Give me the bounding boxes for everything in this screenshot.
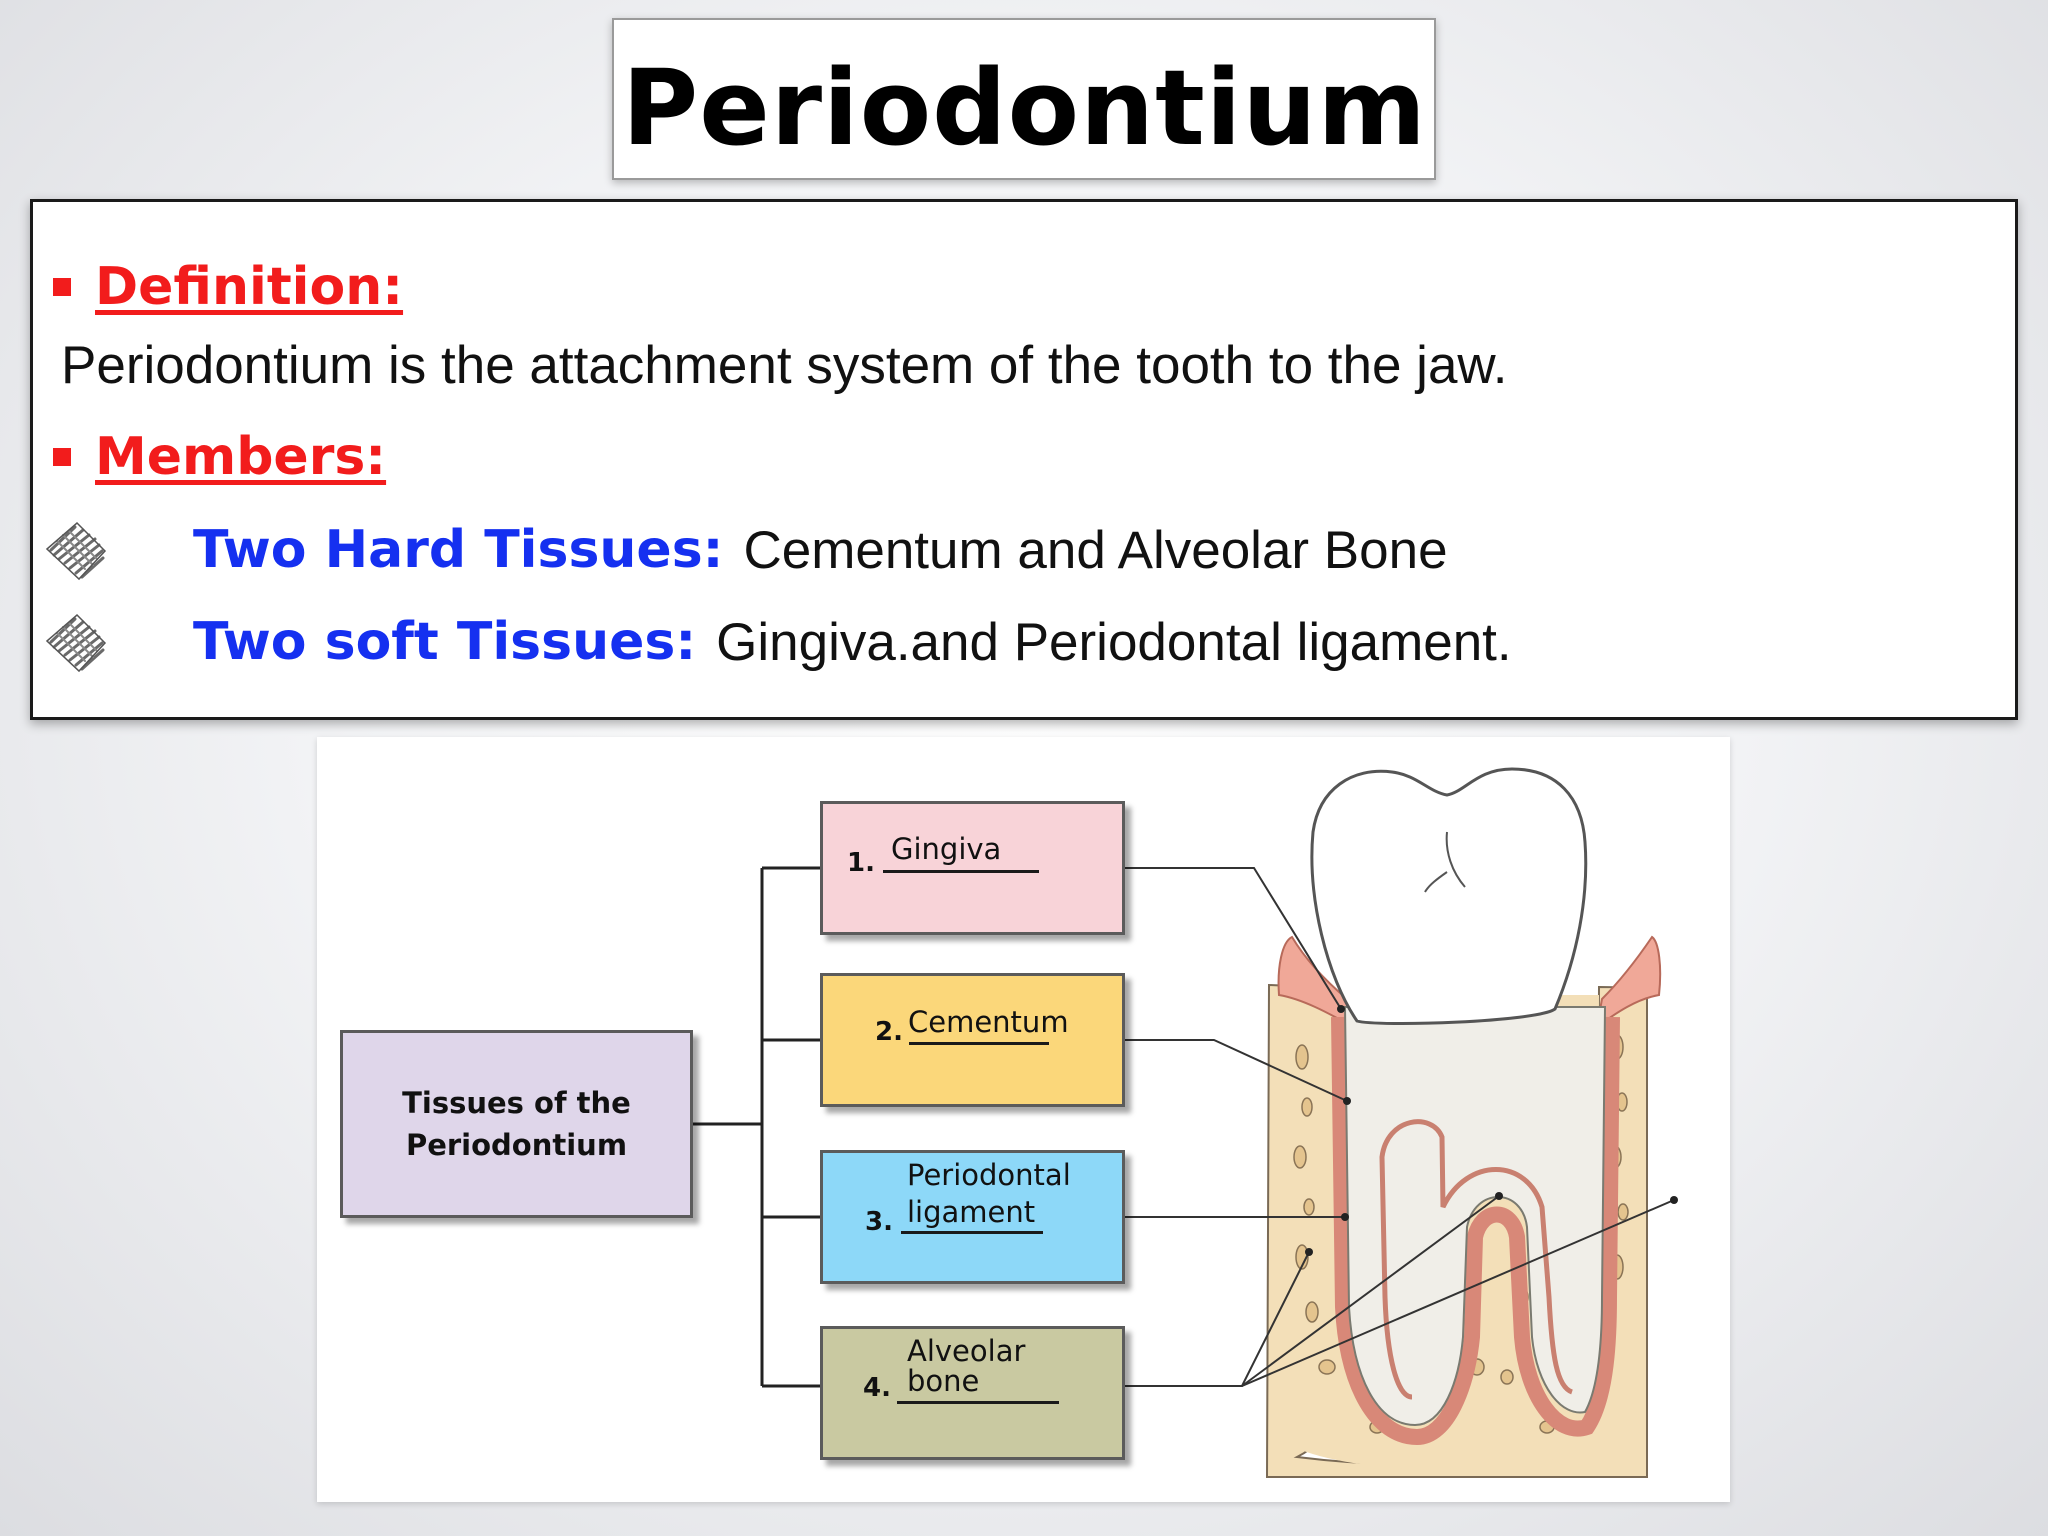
member-label: Two Hard Tissues:	[193, 520, 724, 580]
member-value: Gingiva.and Periodontal ligament.	[716, 612, 1512, 672]
answer-underline	[883, 870, 1039, 873]
scribble-diamond-bullet-icon	[39, 605, 119, 679]
item-number: 4.	[863, 1373, 891, 1403]
item-number: 2.	[875, 1017, 903, 1047]
root-box-tissues-of-periodontium	[340, 1030, 693, 1218]
item-label-line1: Alveolar	[907, 1334, 1026, 1368]
scribble-diamond-bullet-icon	[39, 513, 119, 587]
red-square-bullet-icon	[53, 448, 71, 466]
member-label: Two soft Tissues:	[193, 612, 697, 672]
member-item-soft-tissues	[39, 605, 1512, 679]
red-square-bullet-icon	[53, 278, 71, 296]
definition-heading: Definition:	[95, 257, 404, 317]
item-label: Cementum	[908, 1005, 1069, 1039]
root-label-line1: Tissues of the	[402, 1086, 631, 1120]
item-label-line1: Periodontal	[907, 1158, 1071, 1192]
box-cementum	[820, 973, 1125, 1107]
periodontium-figure	[317, 737, 1730, 1502]
tooth-illustration	[1267, 769, 1660, 1477]
box-alveolar-bone	[820, 1326, 1125, 1460]
slide-title: Periodontium	[622, 47, 1427, 169]
members-heading-row	[53, 422, 386, 492]
content-box	[30, 199, 2018, 720]
box-gingiva	[820, 801, 1125, 935]
member-item-hard-tissues	[39, 513, 1448, 587]
item-label: bone	[907, 1364, 980, 1398]
tooth-crown	[1312, 769, 1586, 1024]
root-label-line2: Periodontium	[405, 1128, 628, 1162]
members-heading: Members:	[95, 427, 387, 487]
box-periodontal-ligament	[820, 1150, 1125, 1284]
title-box	[612, 18, 1436, 180]
answer-underline	[897, 1401, 1059, 1404]
item-label: Gingiva	[891, 832, 1002, 866]
item-label: ligament	[907, 1195, 1036, 1229]
definition-heading-row	[53, 252, 403, 322]
member-value: Cementum and Alveolar Bone	[743, 520, 1448, 580]
answer-underline	[909, 1042, 1049, 1045]
connector-lines	[693, 868, 820, 1386]
item-number: 1.	[847, 848, 875, 878]
item-number: 3.	[865, 1207, 893, 1237]
definition-text: Periodontium is the attachment system of the tooth to the jaw.	[61, 336, 1508, 395]
answer-underline	[901, 1231, 1043, 1234]
